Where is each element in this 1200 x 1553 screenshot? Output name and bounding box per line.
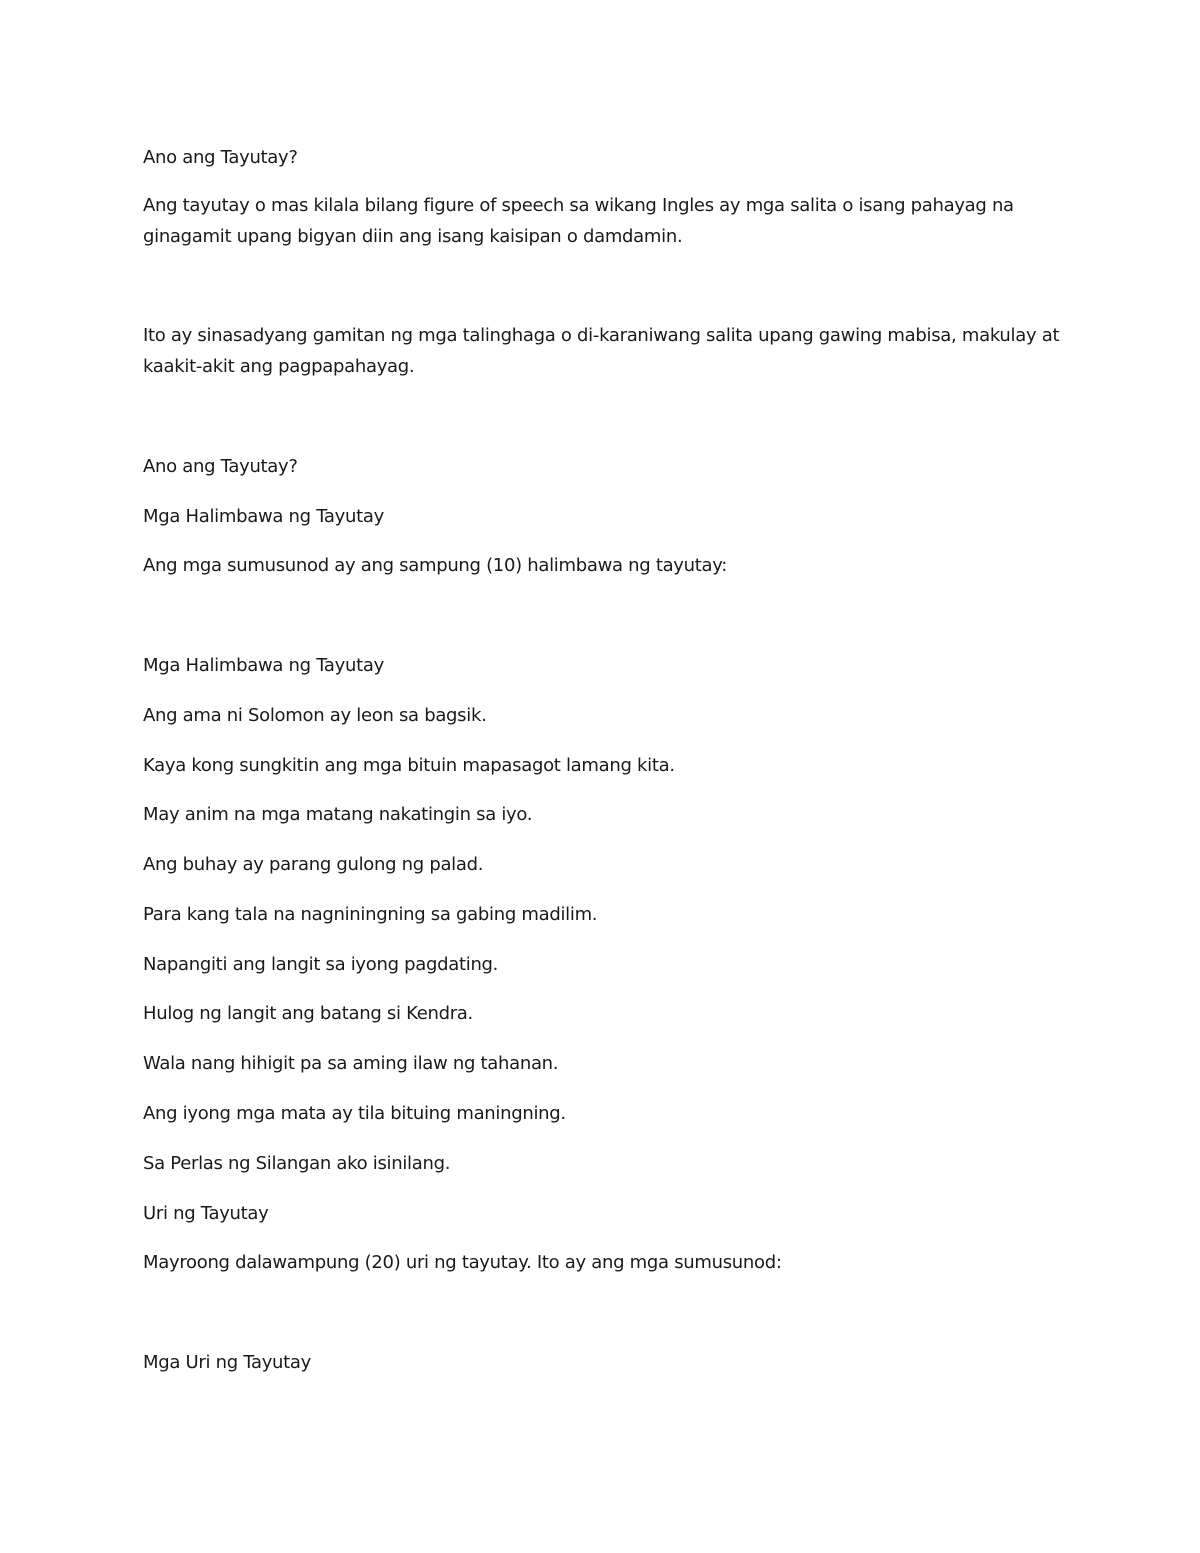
heading-mga-halimbawa-2: Mga Halimbawa ng Tayutay	[143, 655, 384, 676]
example-item: Ang iyong mga mata ay tila bituing maningning.	[143, 1103, 566, 1124]
example-item: Para kang tala na nagniningning sa gabing madilim.	[143, 904, 598, 925]
intro-examples: Ang mga sumusunod ay ang sampung (10) halimbawa ng tayutay:	[143, 555, 728, 576]
paragraph-purpose: Ito ay sinasadyang gamitan ng mga talinghaga o di-karaniwang salita upang gawing mabisa, makulay at kaakit-akit ang pagpapahayag.	[143, 325, 1060, 377]
example-item: Kaya kong sungkitin ang mga bituin mapasagot lamang kita.	[143, 755, 675, 776]
example-item: Sa Perlas ng Silangan ako isinilang.	[143, 1153, 451, 1174]
intro-types: Mayroong dalawampung (20) uri ng tayutay. Ito ay ang mga sumusunod:	[143, 1252, 782, 1273]
heading-ano-ang-tayutay: Ano ang Tayutay?	[143, 147, 298, 168]
heading-ano-ang-tayutay-2: Ano ang Tayutay?	[143, 456, 298, 477]
heading-uri-ng-tayutay: Uri ng Tayutay	[143, 1203, 269, 1224]
example-item: Napangiti ang langit sa iyong pagdating.	[143, 954, 499, 975]
example-item: Wala nang hihigit pa sa aming ilaw ng tahanan.	[143, 1053, 559, 1074]
paragraph-definition: Ang tayutay o mas kilala bilang figure of speech sa wikang Ingles ay mga salita o isang pahayag na ginagamit upang bigyan diin ang isang kaisipan o damdamin.	[143, 195, 1014, 247]
example-item: Hulog ng langit ang batang si Kendra.	[143, 1003, 473, 1024]
example-item: May anim na mga matang nakatingin sa iyo.	[143, 804, 533, 825]
example-item: Ang buhay ay parang gulong ng palad.	[143, 854, 484, 875]
heading-mga-halimbawa: Mga Halimbawa ng Tayutay	[143, 506, 384, 527]
example-item: Ang ama ni Solomon ay leon sa bagsik.	[143, 705, 487, 726]
heading-mga-uri: Mga Uri ng Tayutay	[143, 1352, 312, 1373]
